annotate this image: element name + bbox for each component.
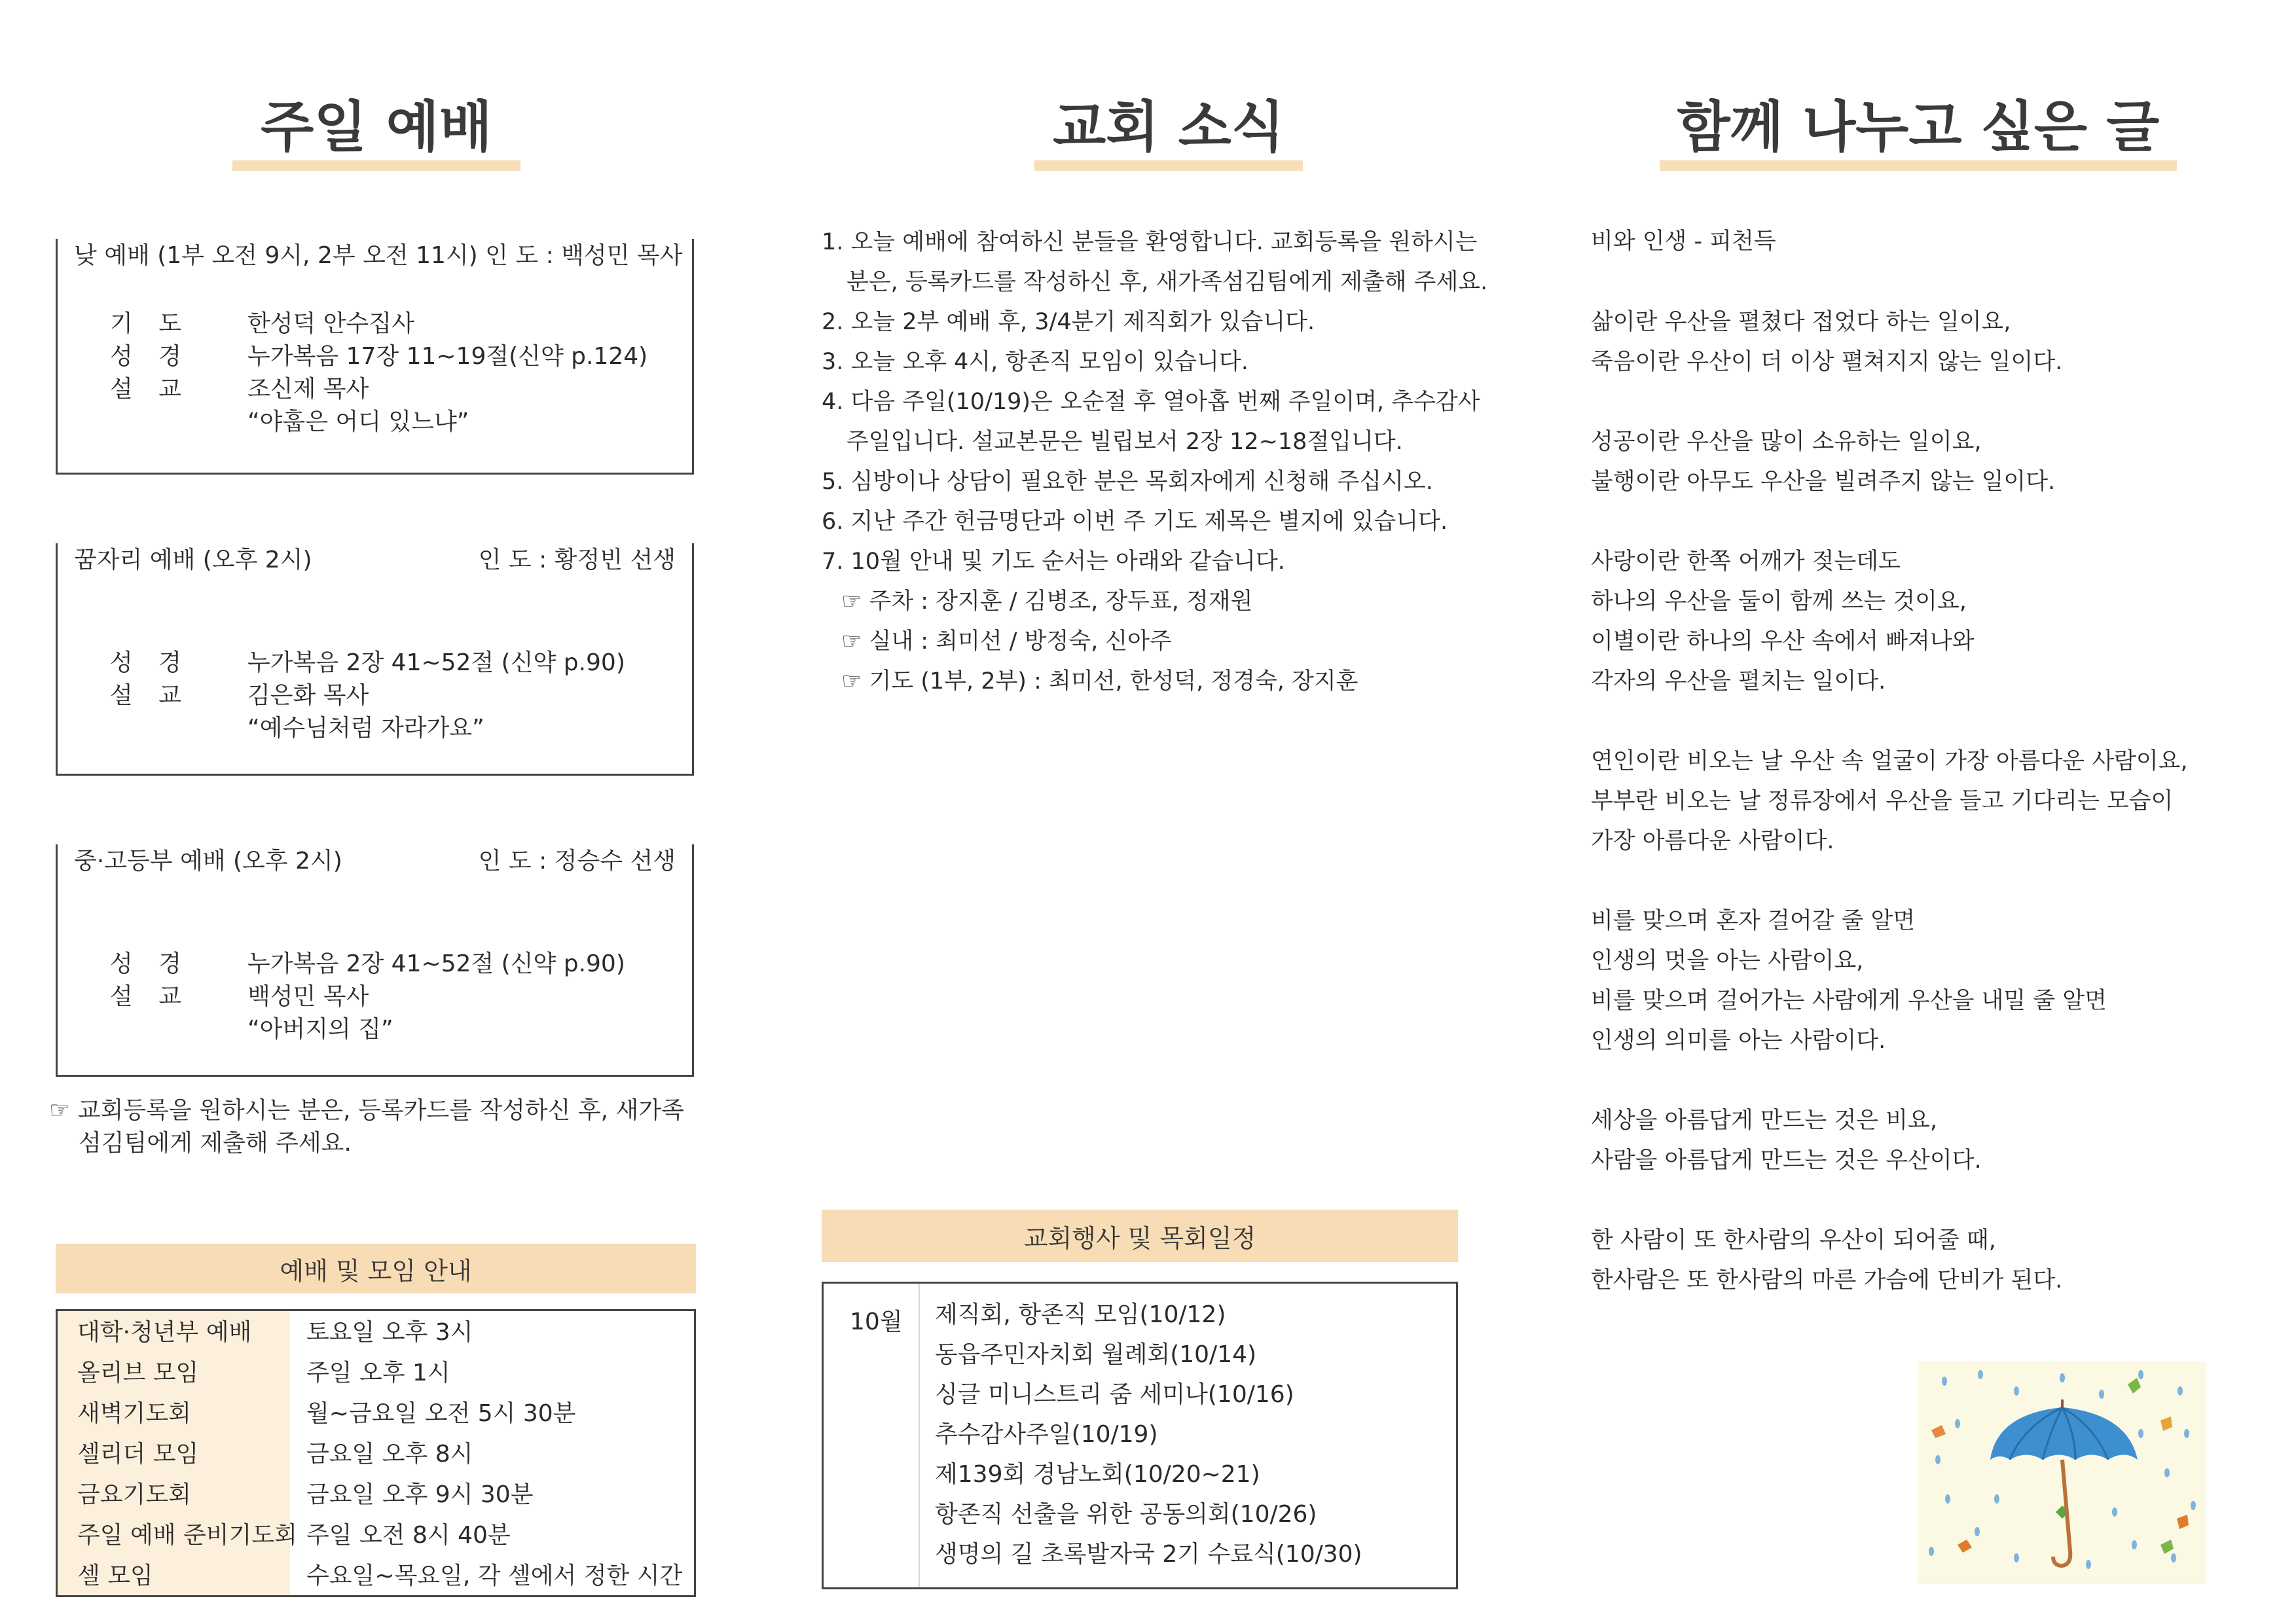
row-label: 설 교 bbox=[110, 376, 191, 403]
sermon-title: “야훕은 어디 있느냐” bbox=[247, 408, 469, 435]
row-label: 성 경 bbox=[110, 343, 191, 370]
service-header: 낮 예배 (1부 오전 9시, 2부 오전 11시) 인 도 : 백성민 목사 bbox=[74, 242, 683, 269]
meeting-name: 올리브 모임 bbox=[77, 1360, 199, 1386]
meeting-name: 금요기도회 bbox=[77, 1481, 191, 1508]
table-row bbox=[58, 1353, 694, 1394]
registration-notice bbox=[49, 1094, 704, 1160]
table-row bbox=[58, 1475, 694, 1515]
title-underline bbox=[1660, 160, 2177, 171]
meeting-time: 주일 오후 1시 bbox=[306, 1360, 450, 1386]
service-leader: 인 도 : 정승수 선생 bbox=[478, 848, 676, 875]
news-line: ☞ 실내 : 최미선 / 방정숙, 신아주 bbox=[841, 628, 1172, 655]
service-header: 중·고등부 예배 (오후 2시) bbox=[74, 848, 342, 875]
news-line: 3. 오늘 오후 4시, 항존직 모임이 있습니다. bbox=[822, 349, 1248, 375]
meeting-time: 월~금요일 오전 5시 30분 bbox=[306, 1400, 576, 1427]
news-line: ☞ 주차 : 장지훈 / 김병조, 장두표, 정재원 bbox=[841, 588, 1253, 615]
table-row bbox=[58, 1515, 694, 1556]
poem-line: 불행이란 아무도 우산을 빌려주지 않는 일이다. bbox=[1591, 469, 2056, 495]
title-underline bbox=[1034, 160, 1303, 171]
table-row bbox=[58, 1556, 694, 1597]
news-line: 2. 오늘 2부 예배 후, 3/4분기 제직회가 있습니다. bbox=[822, 309, 1315, 335]
event-item: 생명의 길 초록발자국 2기 수료식(10/30) bbox=[935, 1541, 1362, 1568]
meeting-time: 금요일 오후 8시 bbox=[306, 1441, 473, 1468]
service-header: 꿈자리 예배 (오후 2시) bbox=[74, 547, 312, 573]
poem-line: 사랑이란 한쪽 어깨가 젖는데도 bbox=[1591, 549, 1901, 575]
section-title-sharing: 함께 나누고 싶은 글 bbox=[1677, 95, 2160, 159]
row-label: 기 도 bbox=[110, 310, 191, 337]
news-line: 5. 심방이나 상담이 필요한 분은 목회자에게 신청해 주십시오. bbox=[822, 469, 1433, 495]
umbrella-illustration bbox=[1918, 1362, 2206, 1584]
sermon-title: “예수님처럼 자라가요” bbox=[247, 715, 484, 742]
event-item: 항존직 선출을 위한 공동의회(10/26) bbox=[935, 1501, 1317, 1528]
poem-line: 가장 아름다운 사람이다. bbox=[1591, 828, 1834, 854]
row-value: 한성덕 안수집사 bbox=[247, 310, 414, 337]
news-line: 6. 지난 주간 헌금명단과 이번 주 기도 제목은 별지에 있습니다. bbox=[822, 509, 1448, 535]
row-value: 백성민 목사 bbox=[247, 983, 369, 1010]
schedule-header: 예배 및 모임 안내 bbox=[56, 1244, 696, 1293]
poem-title: 비와 인생 - 피천득 bbox=[1591, 228, 1776, 255]
row-value: 누가복음 2장 41~52절 (신약 p.90) bbox=[247, 950, 625, 977]
column-divider bbox=[919, 1284, 920, 1587]
news-line: 7. 10월 안내 및 기도 순서는 아래와 같습니다. bbox=[822, 549, 1285, 575]
events-table bbox=[822, 1282, 1458, 1589]
row-label: 설 교 bbox=[110, 682, 191, 709]
row-value: 누가복음 17장 11~19절(신약 p.124) bbox=[247, 343, 648, 370]
event-item: 제139회 경남노회(10/20~21) bbox=[935, 1461, 1260, 1488]
news-line: 4. 다음 주일(10/19)은 오순절 후 열아홉 번째 주일이며, 추수감사 bbox=[822, 389, 1480, 415]
event-item: 동읍주민자치회 월례회(10/14) bbox=[935, 1341, 1257, 1368]
meeting-name: 셀리더 모임 bbox=[77, 1441, 199, 1468]
meeting-name: 셀 모임 bbox=[77, 1562, 153, 1589]
row-label: 성 경 bbox=[110, 649, 191, 676]
event-item: 싱글 미니스트리 줌 세미나(10/16) bbox=[935, 1381, 1294, 1408]
meeting-name: 새벽기도회 bbox=[77, 1400, 191, 1427]
poem-line: 하나의 우산을 둘이 함께 쓰는 것이요, bbox=[1591, 588, 1967, 615]
schedule-table bbox=[56, 1309, 696, 1597]
row-label: 설 교 bbox=[110, 983, 191, 1010]
table-row bbox=[58, 1434, 694, 1475]
poem-line: 비를 맞으며 혼자 걸어갈 줄 알면 bbox=[1591, 908, 1916, 934]
title-underline bbox=[232, 160, 520, 171]
section-title-worship: 주일 예배 bbox=[261, 95, 492, 159]
poem-line: 한 사람이 또 한사람의 우산이 되어줄 때, bbox=[1591, 1227, 1996, 1254]
meeting-time: 주일 오전 8시 40분 bbox=[306, 1522, 511, 1549]
service-box-youth bbox=[56, 844, 694, 1077]
poem-line: 비를 맞으며 걸어가는 사람에게 우산을 내밀 줄 알면 bbox=[1591, 988, 2107, 1014]
news-line: ☞ 기도 (1부, 2부) : 최미선, 한성덕, 정경숙, 장지훈 bbox=[841, 668, 1358, 695]
poem-line: 인생의 멋을 아는 사람이요, bbox=[1591, 948, 1864, 974]
poem-line: 각자의 우산을 펼치는 일이다. bbox=[1591, 668, 1886, 695]
poem-line: 한사람은 또 한사람의 마른 가슴에 단비가 된다. bbox=[1591, 1267, 2063, 1293]
poem-line: 죽음이란 우산이 더 이상 펼쳐지지 않는 일이다. bbox=[1591, 349, 2063, 375]
row-value: 조신제 목사 bbox=[247, 376, 369, 403]
poem-line: 삶이란 우산을 펼쳤다 접었다 하는 일이요, bbox=[1591, 309, 2011, 335]
poem-line: 연인이란 비오는 날 우산 속 얼굴이 가장 아름다운 사람이요, bbox=[1591, 748, 2188, 774]
poem-line: 사람을 아름답게 만드는 것은 우산이다. bbox=[1591, 1147, 1982, 1174]
poem-line: 부부란 비오는 날 정류장에서 우산을 들고 기다리는 모습이 bbox=[1591, 788, 2174, 814]
row-value: 누가복음 2장 41~52절 (신약 p.90) bbox=[247, 649, 625, 676]
meeting-name: 주일 예배 준비기도회 bbox=[77, 1522, 297, 1549]
poem-line: 성공이란 우산을 많이 소유하는 일이요, bbox=[1591, 429, 1982, 455]
table-row bbox=[58, 1312, 694, 1353]
table-row bbox=[58, 1394, 694, 1434]
section-title-news: 교회 소식 bbox=[1053, 95, 1285, 159]
events-month: 10월 bbox=[850, 1308, 903, 1335]
umbrella-icon bbox=[1918, 1362, 2206, 1584]
meeting-time: 수요일~목요일, 각 셀에서 정한 시간 bbox=[306, 1562, 683, 1589]
notice-line: 섬김팀에게 제출해 주세요. bbox=[79, 1130, 352, 1157]
notice-line: ☞ 교회등록을 원하시는 분은, 등록카드를 작성하신 후, 새가족 bbox=[49, 1097, 684, 1124]
news-list bbox=[822, 223, 1487, 702]
poem-line: 인생의 의미를 아는 사람이다. bbox=[1591, 1028, 1886, 1054]
news-line: 주일입니다. 설교본문은 빌립보서 2장 12~18절입니다. bbox=[847, 429, 1403, 455]
event-item: 추수감사주일(10/19) bbox=[935, 1421, 1158, 1448]
service-box-main bbox=[56, 239, 694, 475]
events-header: 교회행사 및 목회일정 bbox=[822, 1210, 1458, 1262]
meeting-name: 대학·청년부 예배 bbox=[77, 1319, 252, 1346]
meeting-time: 금요일 오후 9시 30분 bbox=[306, 1481, 534, 1508]
event-item: 제직회, 항존직 모임(10/12) bbox=[935, 1301, 1226, 1328]
row-value: 김은화 목사 bbox=[247, 682, 369, 709]
service-box-children bbox=[56, 543, 694, 776]
poem-line: 세상을 아름답게 만드는 것은 비요, bbox=[1591, 1108, 1937, 1134]
meeting-time: 토요일 오후 3시 bbox=[306, 1319, 473, 1346]
service-leader: 인 도 : 황정빈 선생 bbox=[478, 547, 676, 573]
sermon-title: “아버지의 집” bbox=[247, 1016, 393, 1043]
news-line: 분은, 등록카드를 작성하신 후, 새가족섬김팀에게 제출해 주세요. bbox=[847, 269, 1488, 295]
poem-line: 이별이란 하나의 우산 속에서 빠져나와 bbox=[1591, 628, 1975, 655]
news-line: 1. 오늘 예배에 참여하신 분들을 환영합니다. 교회등록을 원하시는 bbox=[822, 229, 1478, 255]
row-label: 성 경 bbox=[110, 950, 191, 977]
